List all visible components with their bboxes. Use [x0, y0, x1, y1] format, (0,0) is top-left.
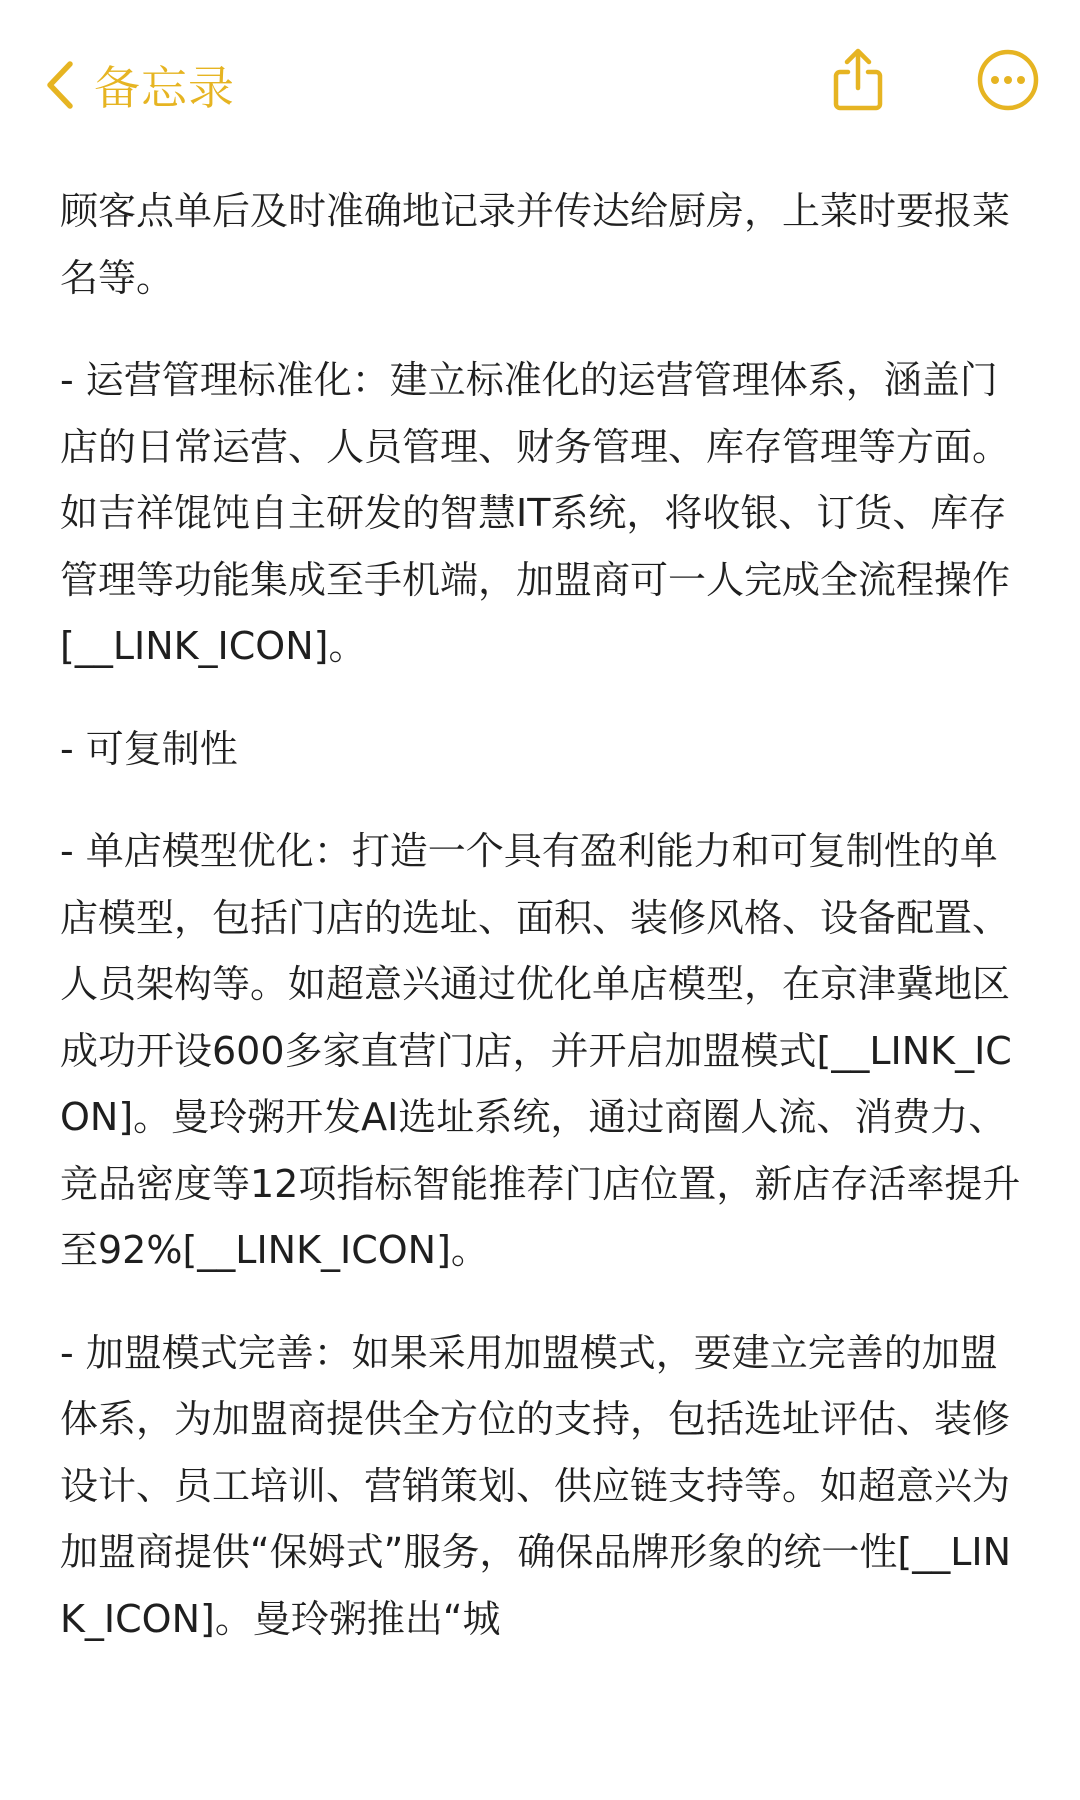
note-paragraph: - 可复制性: [60, 726, 238, 771]
note-paragraph: 顾客点单后及时准确地记录并传达给厨房，上菜时要报菜名等。: [60, 189, 1011, 300]
note-paragraph: - 加盟模式完善：如果采用加盟模式，要建立完善的加盟体系，为加盟商提供全方位的支持，包括选址评估、装修设计、员工培训、营销策划、供应链支持等。如超意兴为加盟商提供“保姆式”服务，确保品牌形象的统一性[__LINK_ICON]。曼玲粥推出“城: [60, 1330, 1012, 1641]
back-label: 备忘录: [94, 61, 235, 115]
share-button[interactable]: [816, 40, 900, 124]
note-paragraph: - 单店模型优化：打造一个具有盈利能力和可复制性的单店模型，包括门店的选址、面积、装修风格、设备配置、人员架构等。如超意兴通过优化单店模型，在京津冀地区成功开设600多家直营门店，并开启加盟模式[__LINK_ICON]。曼玲粥开发AI选址系统，通过商圈人流、消费力、竞品密度等12项指标智能推荐门店位置，新店存活率提升至92%[__LINK_ICON]。: [60, 829, 1021, 1272]
more-icon: [976, 48, 1040, 116]
back-button[interactable]: [44, 50, 235, 120]
note-paragraph: - 运营管理标准化：建立标准化的运营管理体系，涵盖门店的日常运营、人员管理、财务管理、库存管理等方面。如吉祥馄饨自主研发的智慧IT系统，将收银、订货、库存管理等功能集成至手机端，加盟商可一人完成全流程操作[__LINK_ICON]。: [60, 358, 1011, 668]
chevron-left-icon: [44, 60, 74, 110]
note-body[interactable]: [60, 178, 1025, 1688]
more-button[interactable]: [966, 40, 1050, 124]
share-icon: [830, 48, 886, 116]
navigation-bar: [0, 0, 1080, 160]
